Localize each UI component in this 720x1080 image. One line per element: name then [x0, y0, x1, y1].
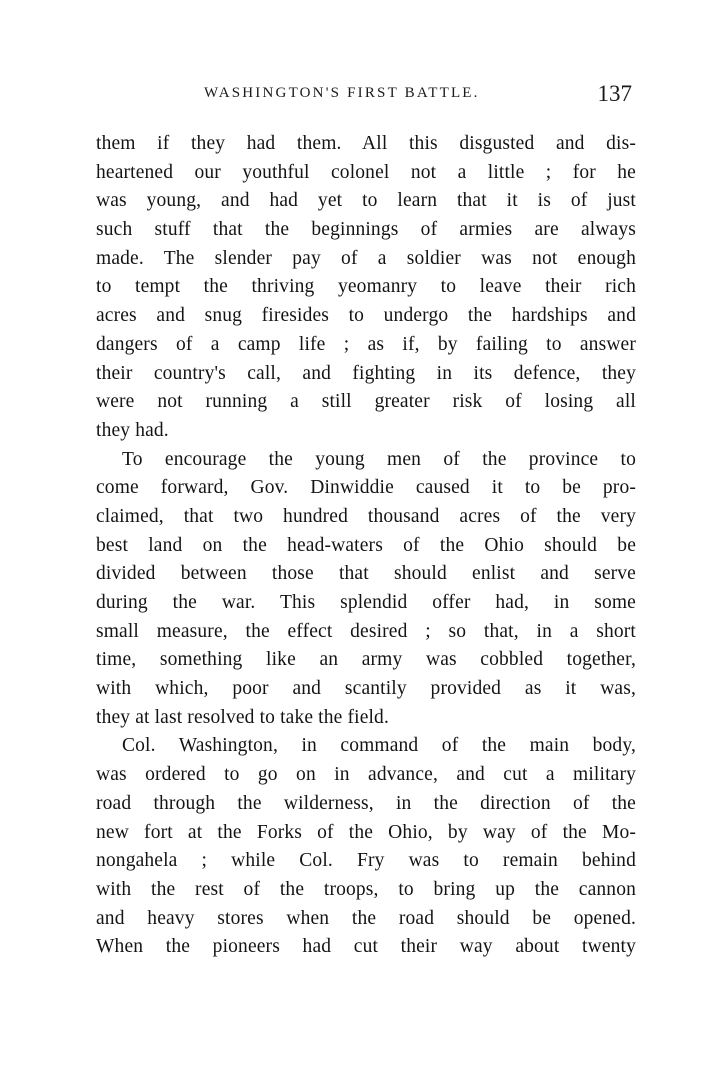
running-head: [96, 81, 632, 111]
body-text: [96, 130, 636, 962]
text-line: claimed, that two hundred thousand acres of the very: [96, 505, 636, 527]
text-line: them if they had them. All this disgusted and dis-: [96, 133, 636, 154]
text-line: dangers of a camp life ; as if, by failing to answer: [96, 333, 636, 355]
text-line: time, something like an army was cobbled together,: [96, 649, 636, 671]
text-line: with the rest of the troops, to bring up the cannon: [96, 878, 636, 900]
text-line: they at last resolved to take the field.: [96, 706, 389, 728]
text-line: acres and snug firesides to undergo the hardships and: [96, 305, 636, 327]
text-line: with which, poor and scantily provided as it was,: [96, 678, 636, 700]
running-title: WASHINGTON'S FIRST BATTLE.: [204, 85, 480, 101]
paragraph: [96, 446, 636, 733]
page-number: 137: [597, 81, 632, 106]
text-line: was ordered to go on in advance, and cut a military: [96, 764, 636, 786]
text-line: heartened our youthful colonel not a little ; for he: [96, 161, 636, 183]
paragraph: [96, 130, 636, 446]
text-line: were not running a still greater risk of losing all: [96, 391, 636, 413]
text-line: to tempt the thriving yeomanry to leave their rich: [96, 276, 636, 298]
text-line: such stuff that the beginnings of armies are always: [96, 219, 636, 241]
text-line: during the war. This splendid offer had, in some: [96, 592, 636, 613]
text-line: their country's call, and fighting in its defence, they: [96, 362, 636, 384]
text-line: road through the wilderness, in the direction of the: [96, 792, 636, 814]
text-line: best land on the head-waters of the Ohio should be: [96, 534, 636, 556]
text-line: nongahela ; while Col. Fry was to remain behind: [96, 850, 636, 872]
text-line: Col. Washington, in command of the main body,: [122, 735, 636, 757]
text-line: was young, and had yet to learn that it is of just: [96, 190, 636, 212]
text-line: To encourage the young men of the province to: [122, 448, 636, 470]
text-line: small measure, the effect desired ; so that, in a short: [96, 620, 636, 642]
text-line: divided between those that should enlist and serve: [96, 563, 636, 585]
text-line: come forward, Gov. Dinwiddie caused it to be pro-: [96, 477, 636, 499]
paragraph: [96, 732, 636, 962]
text-line: and heavy stores when the road should be opened.: [96, 907, 636, 929]
text-line: new fort at the Forks of the Ohio, by way of the Mo-: [96, 821, 636, 843]
text-line: they had.: [96, 419, 169, 441]
text-line: When the pioneers had cut their way about twenty: [96, 936, 636, 958]
text-line: made. The slender pay of a soldier was not enough: [96, 247, 636, 269]
